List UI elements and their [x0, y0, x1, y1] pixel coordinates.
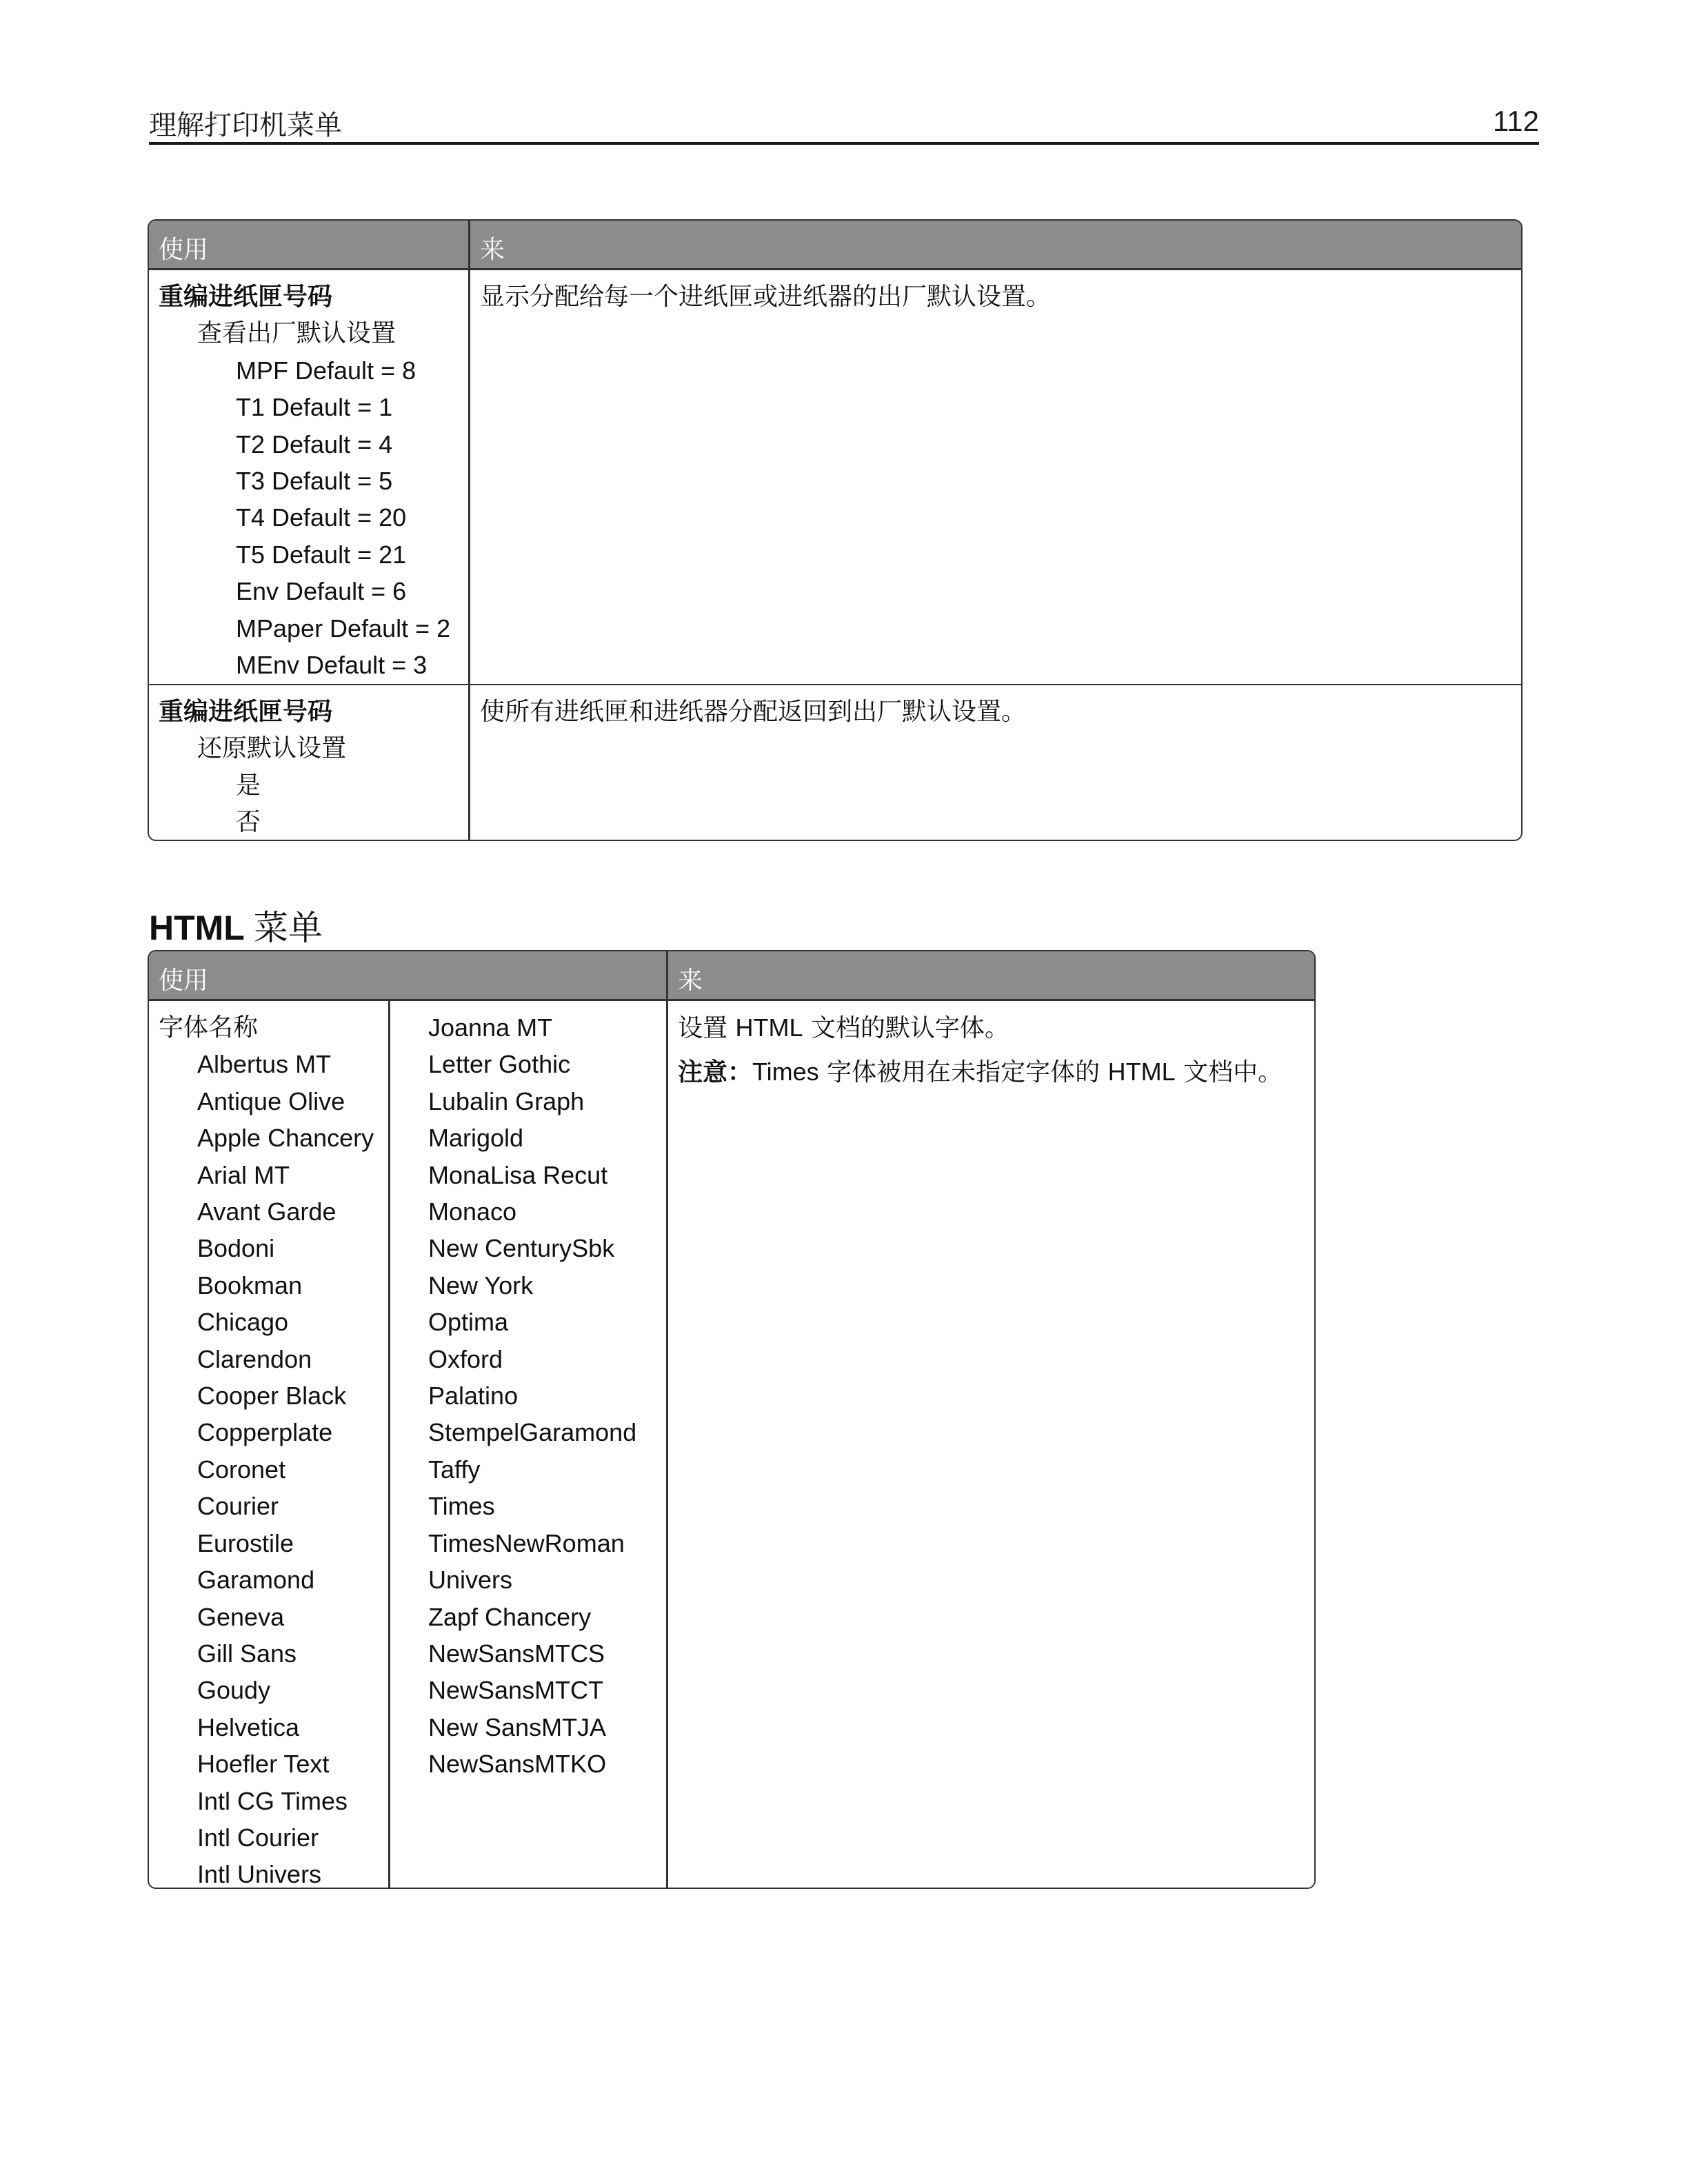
font-name: Bodoni: [197, 1234, 275, 1263]
setting-value: MPaper Default = 2: [236, 614, 451, 643]
font-name: Goudy: [197, 1676, 271, 1705]
font-name: Bookman: [197, 1271, 303, 1300]
font-name: Apple Chancery: [197, 1124, 374, 1153]
font-name: Clarendon: [197, 1344, 312, 1373]
header-to: 来: [666, 951, 1314, 999]
table-row: [149, 270, 1521, 684]
font-list-cell: [149, 1001, 666, 1888]
font-name: New SansMTJA: [428, 1712, 607, 1741]
font-name: Chicago: [197, 1308, 289, 1337]
description-cell: [666, 1001, 1314, 1888]
font-name: Intl Courier: [197, 1823, 319, 1852]
note-text: 注意：Times 字体被用在未指定字体的 HTML 文档中。: [678, 1058, 1283, 1086]
menu-path-cell: [149, 270, 468, 684]
font-name: Antique Olive: [197, 1086, 345, 1115]
note-label: 注意：: [678, 1058, 753, 1086]
font-list-column-1: [149, 1001, 390, 1888]
table-row: [149, 1001, 1314, 1888]
setting-value: T3 Default = 5: [236, 467, 393, 496]
font-name: Eurostile: [197, 1528, 294, 1557]
header-divider: [149, 142, 1539, 145]
font-name: Marigold: [428, 1124, 524, 1153]
table-row: [149, 684, 1521, 840]
font-name: Taffy: [428, 1455, 481, 1484]
submenu-item: 查看出厂默认设置: [197, 319, 396, 348]
menu-item: 重编进纸匣号码: [159, 282, 333, 311]
setting-value: 否: [236, 808, 261, 837]
font-name: TimesNewRoman: [428, 1528, 625, 1557]
setting-value: MPF Default = 8: [236, 356, 416, 385]
setting-value: T4 Default = 20: [236, 503, 407, 532]
setting-value: T1 Default = 1: [236, 393, 393, 422]
font-name: Cooper Black: [197, 1382, 347, 1410]
description-cell: 显示分配给每一个进纸匣或进纸器的出厂默认设置。: [468, 270, 1521, 684]
font-name: Gill Sans: [197, 1639, 297, 1668]
section-title-cjk: 菜单: [253, 908, 323, 948]
font-name: Palatino: [428, 1382, 519, 1410]
font-name: Intl Univers: [197, 1860, 322, 1889]
header-use: 使用: [159, 967, 209, 995]
font-name: NewSansMTCT: [428, 1676, 604, 1705]
menu-path-cell: [149, 685, 468, 840]
section-title-latin: HTML: [149, 909, 244, 947]
font-name: Intl CG Times: [197, 1786, 348, 1815]
font-name: Geneva: [197, 1602, 285, 1631]
font-name: Avant Garde: [197, 1197, 336, 1226]
font-name: Letter Gothic: [428, 1050, 571, 1079]
menu-item: 重编进纸匣号码: [159, 697, 333, 726]
font-name: Lubalin Graph: [428, 1086, 585, 1115]
description-cell: 使所有进纸匣和进纸器分配返回到出厂默认设置。: [468, 685, 1521, 840]
header-to: 来: [468, 221, 1521, 268]
setting-value: MEnv Default = 3: [236, 651, 428, 680]
description-text: 设置 HTML 文档的默认字体。: [678, 1013, 1009, 1042]
setting-value: Env Default = 6: [236, 577, 407, 606]
table-header: [149, 951, 1314, 1001]
font-name: Arial MT: [197, 1160, 290, 1189]
font-name: Optima: [428, 1308, 509, 1337]
page-number: 112: [1493, 105, 1539, 137]
font-name: StempelGaramond: [428, 1418, 637, 1447]
table-header: [149, 221, 1521, 270]
font-name: Monaco: [428, 1197, 517, 1226]
font-name: Helvetica: [197, 1712, 300, 1741]
font-name: Albertus MT: [197, 1050, 332, 1079]
running-header-title: 理解打印机菜单: [149, 110, 342, 141]
font-name: New CenturySbk: [428, 1234, 615, 1263]
font-list-column-2: [390, 1001, 666, 1888]
font-name: Coronet: [197, 1455, 286, 1484]
submenu-item: 还原默认设置: [197, 734, 347, 763]
setting-value: T2 Default = 4: [236, 429, 393, 458]
font-name: Copperplate: [197, 1418, 333, 1447]
font-name: Hoefler Text: [197, 1750, 330, 1779]
menu-item: 字体名称: [159, 1013, 259, 1042]
html-menu-table: [148, 950, 1316, 1889]
font-name: Oxford: [428, 1344, 503, 1373]
font-name: NewSansMTKO: [428, 1750, 607, 1779]
reset-tray-table: [148, 219, 1523, 841]
font-name: Univers: [428, 1566, 513, 1595]
section-title: [149, 900, 323, 950]
setting-value: T5 Default = 21: [236, 540, 407, 569]
font-name: MonaLisa Recut: [428, 1160, 608, 1189]
setting-value: 是: [236, 771, 261, 800]
header-use: 使用: [159, 236, 209, 264]
font-name: Joanna MT: [428, 1013, 553, 1042]
font-name: Courier: [197, 1492, 279, 1521]
font-name: Zapf Chancery: [428, 1602, 592, 1631]
font-name: Times: [428, 1492, 495, 1521]
font-name: Garamond: [197, 1566, 315, 1595]
font-name: NewSansMTCS: [428, 1639, 605, 1668]
font-name: New York: [428, 1271, 534, 1300]
